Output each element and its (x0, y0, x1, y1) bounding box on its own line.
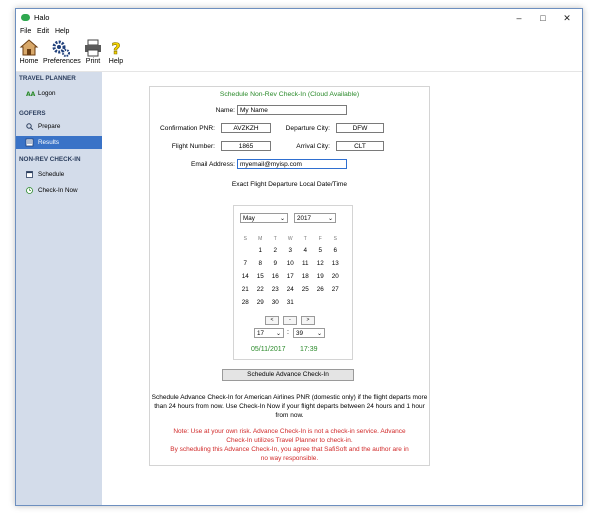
minimize-button[interactable]: – (516, 13, 522, 23)
calendar-day[interactable]: 20 (331, 273, 339, 280)
note-line-3: By scheduling this Advance Check-In, you agree that SafiSoft and the author are in (170, 446, 409, 453)
calendar-day[interactable]: 4 (303, 247, 307, 254)
preferences-label: Preferences (43, 58, 81, 65)
sidebar (16, 72, 102, 505)
help-label: Help (108, 58, 124, 65)
prev-month-button[interactable]: < (265, 316, 279, 325)
calendar-day[interactable]: 18 (301, 273, 309, 280)
calendar-day[interactable]: 31 (286, 299, 294, 306)
email-label: Email Address: (191, 161, 235, 168)
calendar-day[interactable]: 5 (318, 247, 322, 254)
weekday-header: S (333, 236, 337, 242)
sidebar-item-checkin-now[interactable] (16, 184, 102, 197)
sidebar-item-results[interactable] (16, 136, 102, 149)
pnr-label: Confirmation PNR: (160, 125, 215, 132)
results-icon (26, 139, 33, 146)
title-bar (16, 9, 582, 27)
menu-edit[interactable]: Edit (37, 28, 50, 35)
menu-help[interactable]: Help (55, 28, 70, 35)
calendar-day[interactable]: 14 (241, 273, 249, 280)
next-month-button[interactable]: > (301, 316, 315, 325)
calendar-day[interactable]: 15 (256, 273, 264, 280)
logon-icon (26, 90, 36, 98)
preferences-button[interactable] (43, 39, 79, 65)
form-title: Schedule Non-Rev Check-In (Cloud Available) (219, 91, 360, 98)
note-line-4: no way responsible. (260, 455, 319, 462)
calendar-day[interactable]: 22 (256, 286, 264, 293)
calendar-day[interactable]: 28 (241, 299, 249, 306)
time-colon: : (287, 329, 289, 336)
departure-city-input[interactable]: DFW (336, 123, 384, 133)
year-select[interactable] (294, 213, 336, 223)
calendar-day[interactable]: 19 (316, 273, 324, 280)
sidebar-heading-travel-planner: TRAVEL PLANNER (19, 75, 76, 82)
sidebar-heading-nonrev: NON-REV CHECK-IN (19, 156, 81, 163)
weekday-header: T (273, 236, 277, 242)
arrival-city-input[interactable]: CLT (336, 141, 384, 151)
schedule-advance-checkin-button[interactable]: Schedule Advance Check-In (222, 369, 354, 381)
home-label: Home (19, 58, 39, 65)
toolbar (16, 37, 582, 72)
departure-city-label: Departure City: (285, 125, 330, 132)
print-button[interactable] (82, 39, 104, 65)
search-icon (26, 123, 33, 130)
selected-time: 17:39 (300, 346, 318, 353)
app-window (15, 8, 583, 506)
calendar-day[interactable]: 3 (288, 247, 292, 254)
calendar-day[interactable]: 1 (258, 247, 262, 254)
weekday-header: S (243, 236, 247, 242)
info-line-3: from now. (275, 412, 304, 419)
clock-icon (26, 187, 33, 194)
calendar-day[interactable]: 2 (273, 247, 277, 254)
sidebar-item-label: Schedule (38, 171, 65, 178)
calendar-day[interactable]: 25 (301, 286, 309, 293)
email-input[interactable]: myemail@myisp.com (237, 159, 347, 169)
home-button[interactable] (18, 39, 40, 65)
calendar-day[interactable]: 23 (271, 286, 279, 293)
calendar-day[interactable]: 29 (256, 299, 264, 306)
calendar-day[interactable]: 27 (331, 286, 339, 293)
calendar-day[interactable]: 24 (286, 286, 294, 293)
calendar-icon (26, 171, 33, 178)
weekday-header: T (303, 236, 307, 242)
main-content (102, 72, 582, 505)
sidebar-item-schedule[interactable] (16, 168, 102, 181)
calendar-day[interactable]: 13 (331, 260, 339, 267)
month-value: May (243, 215, 255, 222)
note-line-1: Note: Use at your own risk. Advance Check-In is not a check-in service. Advance (173, 428, 406, 435)
pnr-input[interactable]: AVZKZH (221, 123, 271, 133)
window-title: Halo (34, 13, 50, 22)
sidebar-item-prepare[interactable] (16, 120, 102, 133)
sidebar-item-label: Results (38, 139, 59, 146)
calendar-day[interactable]: 8 (258, 260, 262, 267)
minute-select[interactable] (293, 328, 325, 338)
note-line-2: Check-In utilizes Travel Planner to check-in. (226, 437, 353, 444)
name-label: Name: (215, 107, 235, 114)
calendar-day[interactable]: 21 (241, 286, 249, 293)
printer-icon (84, 39, 102, 57)
sidebar-item-label: Logon (38, 90, 56, 97)
today-button[interactable]: - (283, 316, 297, 325)
schedule-form-panel (149, 86, 430, 466)
calendar-day[interactable]: 11 (301, 260, 309, 267)
calendar-day[interactable]: 7 (243, 260, 247, 267)
sidebar-item-logon[interactable] (16, 87, 102, 100)
departure-heading: Exact Flight Departure Local Date/Time (231, 181, 348, 188)
calendar-day[interactable]: 30 (271, 299, 279, 306)
help-icon (107, 39, 125, 57)
chevron-down-icon: ⌄ (316, 331, 322, 337)
menu-bar (16, 27, 582, 37)
gears-icon (52, 39, 70, 57)
app-icon (21, 14, 30, 21)
arrival-city-label: Arrival City: (296, 143, 330, 150)
calendar-day[interactable]: 17 (286, 273, 294, 280)
weekday-header: W (287, 236, 293, 242)
info-line-1: Schedule Advance Check-In for American Airlines PNR (domestic only) if the flight departs more (151, 394, 428, 401)
name-input[interactable]: My Name (237, 105, 347, 115)
calendar-day[interactable]: 9 (273, 260, 277, 267)
weekday-header: M (258, 236, 263, 242)
hour-select[interactable] (254, 328, 284, 338)
sidebar-heading-gofers: GOFERS (19, 110, 46, 117)
calendar-day[interactable]: 16 (271, 273, 279, 280)
info-line-2: than 24 hours from now. Use Check-In Now if your flight departs between 24 hours and 1 hour (154, 403, 425, 410)
calendar-day[interactable]: 6 (333, 247, 337, 254)
chevron-down-icon: ⌄ (279, 216, 285, 222)
weekday-header: F (318, 236, 322, 242)
maximize-button[interactable]: □ (540, 13, 546, 23)
flight-number-label: Flight Number: (171, 143, 215, 150)
home-icon (20, 39, 38, 57)
help-button[interactable] (106, 39, 126, 65)
month-select[interactable] (240, 213, 288, 223)
calendar-day[interactable]: 26 (316, 286, 324, 293)
svg-text:AA: AA (26, 91, 36, 98)
chevron-down-icon: ⌄ (327, 216, 333, 222)
sidebar-item-label: Prepare (38, 123, 61, 130)
print-label: Print (85, 58, 101, 65)
flight-number-input[interactable]: 1865 (221, 141, 271, 151)
selected-date: 05/11/2017 (251, 346, 286, 353)
year-value: 2017 (297, 215, 312, 222)
chevron-down-icon: ⌄ (275, 331, 281, 337)
close-button[interactable]: ✕ (563, 13, 571, 23)
calendar-day[interactable]: 12 (316, 260, 324, 267)
hour-value: 17 (257, 330, 265, 337)
svg-text:?: ? (111, 39, 121, 58)
calendar-day[interactable]: 10 (286, 260, 294, 267)
menu-file[interactable]: File (20, 28, 32, 35)
minute-value: 39 (296, 330, 304, 337)
sidebar-item-label: Check-In Now (38, 187, 78, 194)
